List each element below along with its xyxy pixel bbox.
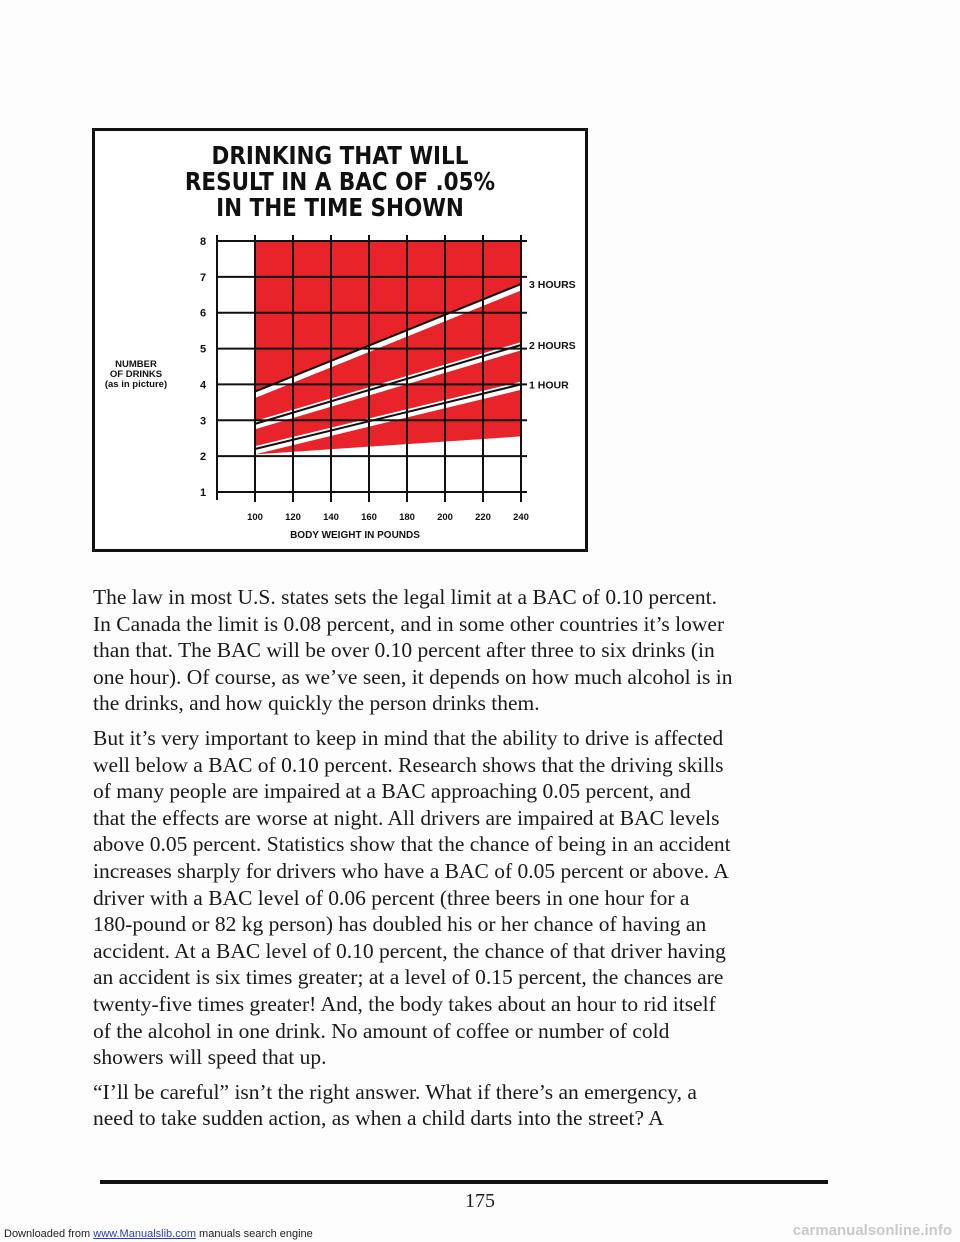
bac-chart-svg — [95, 131, 585, 549]
text-line: driver with a BAC level of 0.06 percent (three beers in one hour for a — [93, 885, 690, 910]
chart-title-line: DRINKING THAT WILL — [211, 141, 469, 171]
page-number: 175 — [465, 1190, 495, 1212]
text-line: accident. At a BAC level of 0.10 percent, the chance of that driver having — [93, 938, 726, 963]
x-tick-label: 120 — [285, 512, 301, 523]
body-text — [93, 584, 833, 1140]
text-line: showers will speed that up. — [93, 1045, 327, 1070]
text-line: above 0.05 percent. Statistics show that the chance of being in an accident — [93, 832, 731, 857]
series-label: 1 HOUR — [529, 379, 569, 392]
text-line: of many people are impaired at a BAC approaching 0.05 percent, and — [93, 779, 691, 804]
text-line: an accident is six times greater; at a level of 0.15 percent, the chances are — [93, 965, 724, 990]
text-line: 180-pound or 82 kg person) has doubled his or her chance of having an — [93, 912, 707, 937]
paragraph-3 — [93, 1079, 833, 1132]
text-line: But it’s very important to keep in mind that the ability to drive is affected — [93, 725, 724, 750]
x-tick-label: 200 — [437, 512, 453, 523]
download-credit-suffix: manuals search engine — [199, 1228, 313, 1240]
text-line: well below a BAC of 0.10 percent. Research shows that the driving skills — [93, 752, 724, 777]
y-tick-label: 8 — [199, 236, 207, 248]
paragraph-1 — [93, 584, 833, 717]
y-axis-label-line: NUMBER — [115, 359, 157, 370]
series-label: 3 HOURS — [529, 279, 576, 292]
y-tick-label: 6 — [199, 307, 207, 320]
y-tick-label: 2 — [199, 451, 207, 464]
text-line: of the alcohol in one drink. No amount of coffee or number of cold — [93, 1018, 670, 1043]
y-tick-label: 5 — [199, 343, 207, 356]
text-line: The law in most U.S. states sets the legal limit at a BAC of 0.10 percent. — [93, 585, 717, 609]
x-tick-label: 180 — [399, 512, 415, 523]
series-label: 2 HOURS — [529, 339, 576, 352]
footer-rule — [100, 1180, 828, 1184]
text-line: that the effects are worse at night. All drivers are impaired at BAC levels — [93, 805, 720, 830]
y-tick-label: 3 — [199, 415, 207, 428]
chart-title-line: IN THE TIME SHOWN — [216, 193, 464, 223]
y-axis-label-line: (as in picture) — [104, 379, 168, 390]
manualslib-link[interactable]: www.Manualslib.com — [93, 1228, 196, 1240]
x-tick-label: 220 — [475, 512, 491, 523]
x-tick-label: 140 — [323, 512, 339, 523]
bac-chart — [92, 128, 588, 552]
text-line: than that. The BAC will be over 0.10 percent after three to six drinks (in — [93, 638, 715, 663]
x-tick-label: 160 — [361, 512, 377, 523]
y-tick-label: 1 — [199, 487, 207, 499]
x-axis-label: BODY WEIGHT IN POUNDS — [290, 530, 420, 541]
text-line: In Canada the limit is 0.08 percent, and in some other countries it’s lower — [93, 611, 725, 636]
text-line: “I’ll be careful” isn’t the right answer. What if there’s an emergency, a — [93, 1079, 697, 1104]
text-line: need to take sudden action, as when a child darts into the street? A — [93, 1106, 664, 1131]
paragraph-2 — [93, 725, 833, 1071]
download-credit — [4, 1228, 313, 1240]
x-tick-label: 240 — [513, 512, 529, 523]
y-tick-label: 7 — [199, 271, 207, 284]
watermark: carmanualsonline.info — [792, 1222, 952, 1239]
text-line: one hour). Of course, as we’ve seen, it depends on how much alcohol is in — [93, 664, 733, 689]
download-credit-prefix: Downloaded from — [4, 1228, 91, 1240]
y-axis-label-line: OF DRINKS — [109, 369, 163, 380]
text-line: twenty-five times greater! And, the body takes about an hour to rid itself — [93, 991, 716, 1016]
y-tick-label: 4 — [199, 379, 207, 392]
x-tick-label: 100 — [247, 512, 263, 523]
text-line: the drinks, and how quickly the person drinks them. — [93, 691, 540, 716]
chart-title-line: RESULT IN A BAC OF .05% — [184, 167, 496, 197]
text-line: increases sharply for drivers who have a BAC of 0.05 percent or above. A — [93, 858, 729, 883]
